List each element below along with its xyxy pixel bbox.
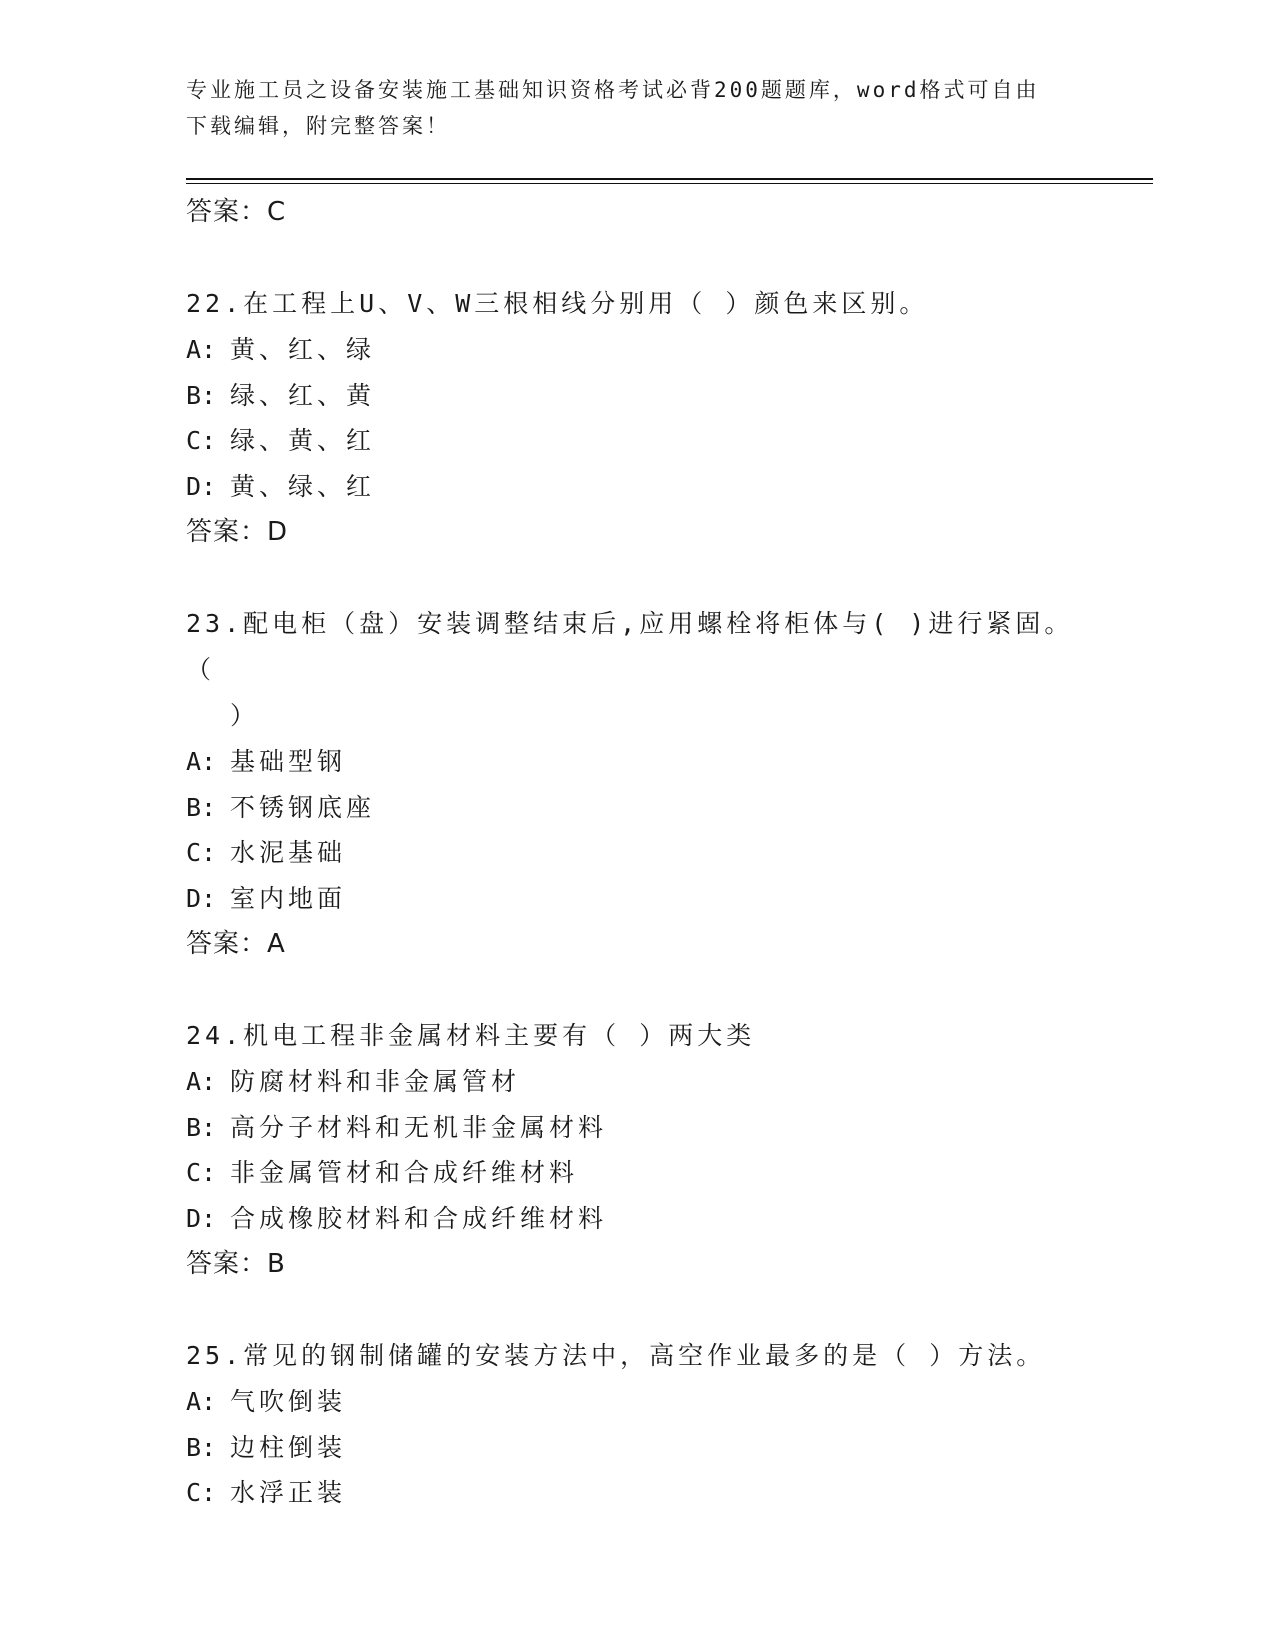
question-stem-text: 22.在工程上U、V、W三根相线分别用（ ）颜色来区别。 (186, 289, 929, 318)
option-key: D: (186, 883, 217, 913)
option-key: A: (186, 1387, 217, 1416)
spacer (186, 1287, 1086, 1333)
question-stem-continuation: ） (230, 701, 260, 730)
option-key: C: (186, 838, 217, 867)
option-key: B: (186, 1432, 217, 1462)
option-text: 基础型钢 (230, 747, 347, 776)
answer-line: 答案：A (186, 929, 286, 959)
option-text: 水泥基础 (230, 838, 347, 867)
answer-line: 答案：B (186, 1249, 286, 1279)
option-key: B: (186, 792, 217, 822)
question-stem (186, 601, 1086, 739)
option-row (186, 739, 1086, 785)
option-row (186, 373, 1086, 419)
option-key: C: (186, 1478, 217, 1507)
option-text: 气吹倒装 (230, 1387, 347, 1416)
previous-answer: 答案：C (186, 197, 287, 227)
header-line-2: 下载编辑，附完整答案！ (186, 114, 450, 138)
option-text: 合成橡胶材料和合成纤维材料 (230, 1203, 608, 1233)
question-stem (186, 1333, 1086, 1379)
questions-container (186, 281, 1086, 1516)
option-key: A: (186, 335, 217, 364)
option-key: B: (186, 1112, 217, 1142)
option-key: B: (186, 380, 217, 410)
question-stem (186, 1013, 1086, 1059)
option-text: 黄、绿、红 (230, 471, 376, 501)
option-key: D: (186, 471, 217, 501)
option-row (186, 418, 1086, 464)
option-text: 不锈钢底座 (230, 792, 376, 822)
option-text: 防腐材料和非金属管材 (230, 1067, 521, 1096)
option-row (186, 1470, 1086, 1516)
option-row (186, 1105, 1086, 1151)
option-row (186, 1196, 1086, 1242)
option-text: 室内地面 (230, 883, 347, 913)
question-stem-text: 24.机电工程非金属材料主要有（ ）两大类 (186, 1021, 756, 1050)
question-stem (186, 281, 1086, 327)
header-divider-thick (186, 178, 1153, 180)
option-key: A: (186, 747, 217, 776)
option-key: C: (186, 1158, 217, 1187)
option-text: 水浮正装 (230, 1478, 347, 1507)
option-text: 高分子材料和无机非金属材料 (230, 1112, 608, 1142)
spacer (186, 235, 1086, 281)
option-row (186, 464, 1086, 510)
option-row (186, 327, 1086, 373)
option-row (186, 785, 1086, 831)
question-stem-text: 25.常见的钢制储罐的安装方法中，高空作业最多的是（ ）方法。 (186, 1341, 1046, 1370)
answer-line: 答案：D (186, 517, 289, 547)
option-row (186, 830, 1086, 876)
option-key: D: (186, 1203, 217, 1233)
question-stem-text: 23.配电柜（盘）安装调整结束后,应用螺栓将柜体与( )进行紧固。（ (186, 609, 1074, 684)
option-row (186, 1379, 1086, 1425)
option-text: 非金属管材和合成纤维材料 (230, 1158, 579, 1187)
option-text: 黄、红、绿 (230, 335, 376, 364)
document-header (186, 72, 1086, 144)
option-row (186, 876, 1086, 922)
option-text: 绿、红、黄 (230, 380, 376, 410)
option-row (186, 1425, 1086, 1471)
option-text: 绿、黄、红 (230, 426, 376, 455)
header-line-1: 专业施工员之设备安装施工基础知识资格考试必背200题题库，word格式可自由 (186, 78, 1040, 102)
option-key: A: (186, 1067, 217, 1096)
header-divider-thin (186, 183, 1153, 184)
spacer (186, 967, 1086, 1013)
question-list (186, 189, 1086, 1516)
option-row (186, 1150, 1086, 1196)
spacer (186, 555, 1086, 601)
option-row (186, 1059, 1086, 1105)
option-text: 边柱倒装 (230, 1432, 347, 1462)
option-key: C: (186, 426, 217, 455)
